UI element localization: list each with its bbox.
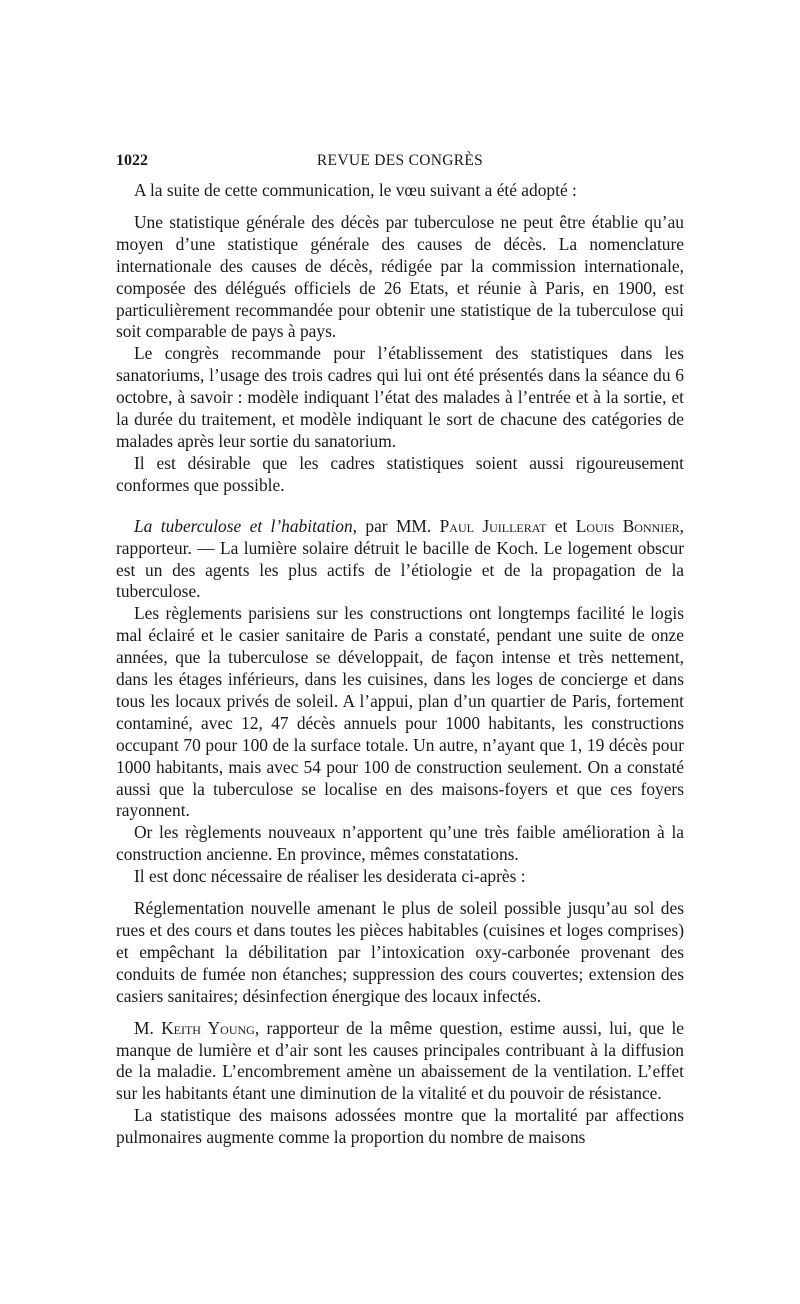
paragraph-desiderata-intro: Il est donc nécessaire de réaliser les desiderata ci-après : xyxy=(134,866,526,887)
paragraph-keith-young xyxy=(116,1018,684,1106)
report-body: , rapporteur. — La lumière solaire détruit le bacille de Koch. Le logement obscur est un des agents les plus actifs de l’étiologie et de la propagation de la tuberculose. xyxy=(116,515,684,602)
paragraph-new-regulations: Or les règlements nouveaux n’apportent qu’une très faible amélioration à la construction ancienne. En province, mêmes constatations. xyxy=(116,822,684,865)
paragraph-paris-regulations: Les règlements parisiens sur les constructions ont longtemps facilité le logis mal éclairé et le casier sanitaire de Paris a constaté, pendant une suite de onze années, que la tuberculose se développait, de façon intense et très nettement, dans les étages inférieurs, dans les cuisines, dans les loges de concierge et dans tous les locaux privés de soleil. A l’appui, plan d’un quartier de Paris, fortement contaminé, avec 12, 47 décès annuels pour 1000 habitants, les constructions occupant 70 pour 100 de la surface totale. Un autre, n’ayant que 1, 19 décès pour 1000 habitants, mais avec 54 pour 100 de construction seulement. On a constaté aussi que la tuberculose se localise en des maisons-foyers et que ces foyers rayonnent. xyxy=(116,603,684,821)
keith-young-lead: M. xyxy=(134,1017,162,1038)
page-header xyxy=(116,150,684,174)
paragraph-resolution-text: Une statistique générale des décès par tuberculose ne peut être établie qu’au moyen d’une statistique générale des causes de décès. La nomenclature internationale des causes de décès, rédigée par la commission internationale, composée des délégués officiels de 26 Etats, et réunie à Paris, en 1900, est particulièrement recommandée pour obtenir une statistique de la tuberculose qui soit comparable de pays à pays. xyxy=(116,211,684,342)
keith-young-body: , rapporteur de la même question, estime aussi, lui, que le manque de lumière et d’air sont les causes principales contribuant à la diffusion de la maladie. L’encombrement amène un abaissement de la ventilation. L’effet sur les habitants étant une diminution de la vitalité et du pouvoir de résistance. xyxy=(116,1017,685,1104)
document-page xyxy=(116,150,684,1149)
paragraph-desiderata: Réglementation nouvelle amenant le plus de soleil possible jusqu’au sol des rues et des cours et dans toutes les pièces habitables (cuisines et loges comprises) et empêchant la débilitation par l’intoxication oxy-carbonée provenant des conduits de fumée non étanches; suppression des cours couvertes; extension des casiers sanitaires; désinfection énergique des locaux infectés. xyxy=(116,898,684,1006)
paragraph-back-to-back-houses: La statistique des maisons adossées montre que la mortalité par affections pulmonaires augmente comme la proportion du nombre de maisons xyxy=(116,1105,684,1148)
author-keith-young: Keith Young xyxy=(161,1017,255,1038)
paragraph-resolution-intro: A la suite de cette communication, le vœu suivant a été adopté : xyxy=(134,180,577,200)
paragraph-sanatorium-statistics: Le congrès recommande pour l’établissement des statistiques dans les sanatoriums, l’usage des trois cadres qui lui ont été présentés dans la séance du 6 octobre, à savoir : modèle indiquant l’état des malades à l’entrée et à la sortie, et la durée du traitement, et modèle indiquant le sort de chacune des catégories de malades après leur sortie du sanatorium. xyxy=(116,343,684,451)
author-bonnier: Louis Bonnier xyxy=(575,515,680,536)
running-head: REVUE DES CONGRÈS xyxy=(316,152,484,169)
report-by: , par MM. xyxy=(352,515,440,536)
author-conjunction: et xyxy=(546,515,576,536)
paragraph-statistics-conformity: Il est désirable que les cadres statistiques soient aussi rigoureusement conformes que possible. xyxy=(116,452,684,495)
report-title: La tuberculose et l’habitation xyxy=(134,515,353,536)
paragraph-report-heading xyxy=(116,516,684,604)
author-juillerat: Paul Juillerat xyxy=(439,515,547,536)
page-number: 1022 xyxy=(116,152,148,169)
